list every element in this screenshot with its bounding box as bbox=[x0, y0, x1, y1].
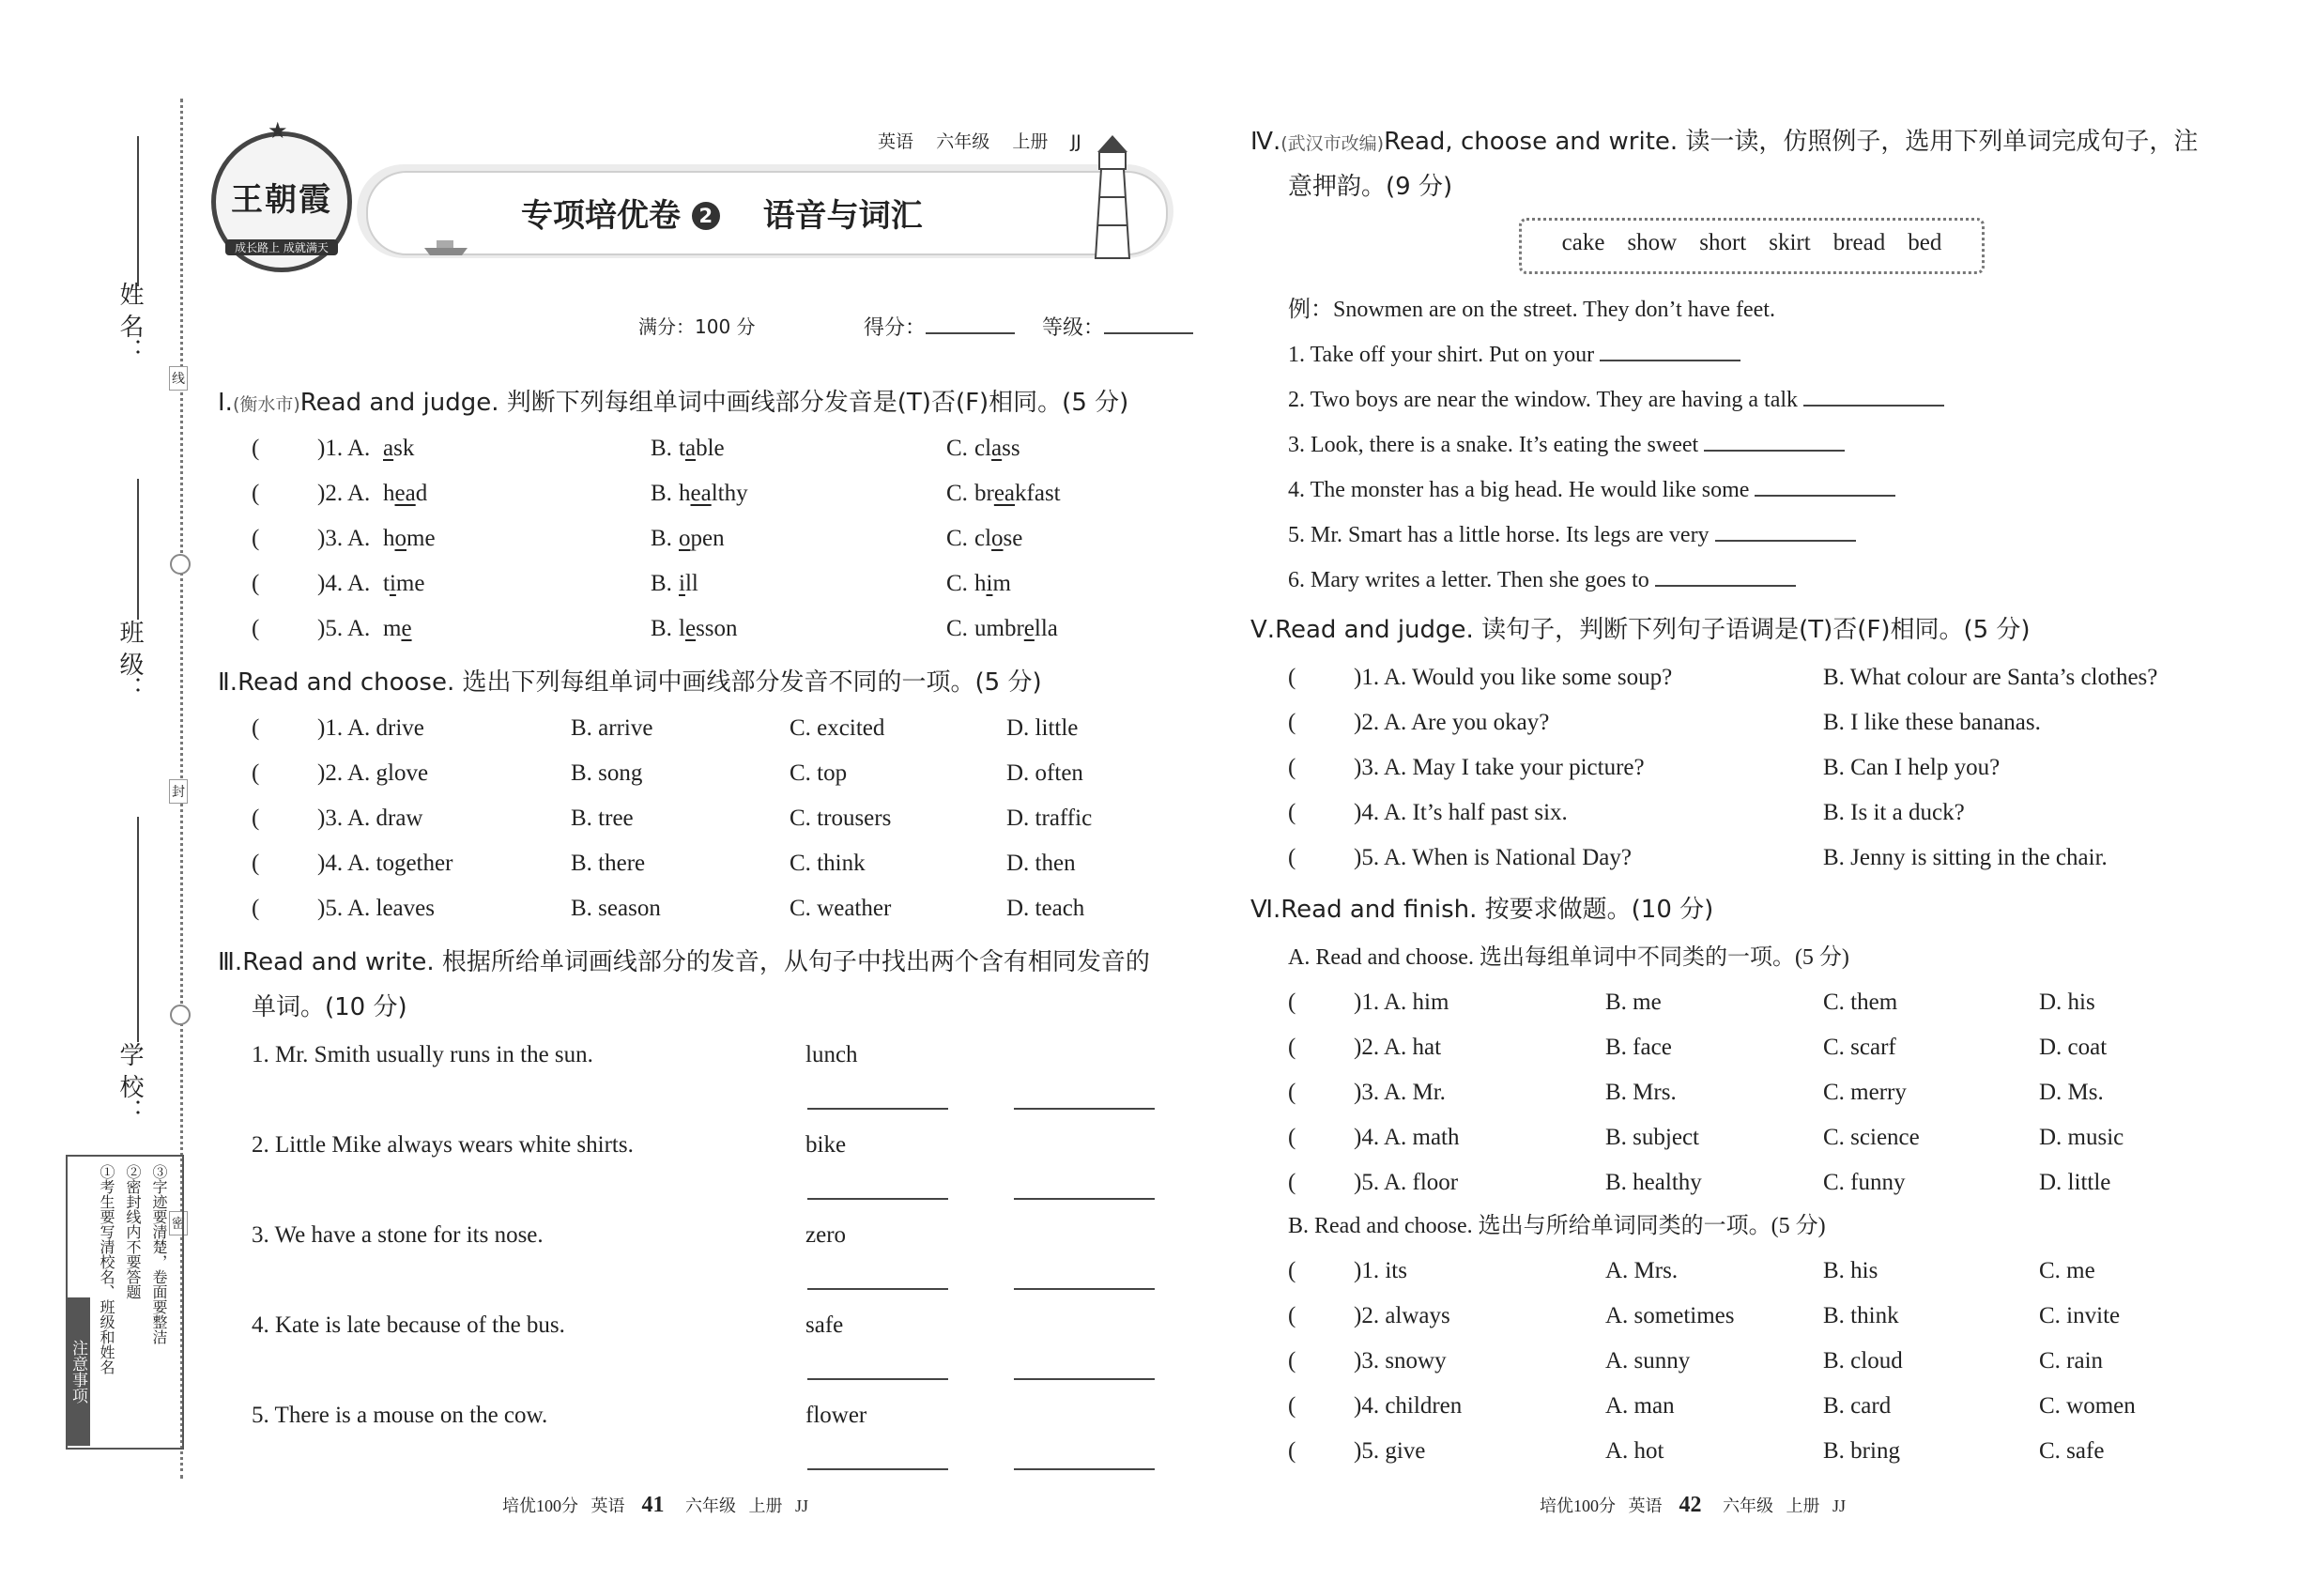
answer-bracket[interactable]: ( bbox=[1288, 1393, 1296, 1419]
sound-word: bike bbox=[805, 1132, 847, 1158]
option-text: )2. A. hat bbox=[1354, 1035, 1442, 1060]
option-text: C. trousers bbox=[790, 806, 892, 831]
sound-word: flower bbox=[805, 1403, 867, 1428]
option-text: B. subject bbox=[1605, 1125, 1699, 1150]
underlined-letters: ea bbox=[690, 481, 712, 506]
question-row bbox=[1288, 1339, 2227, 1384]
underlined-letters: ea bbox=[993, 481, 1016, 506]
answer-bracket[interactable]: ( bbox=[1288, 1080, 1296, 1105]
question-row bbox=[1288, 1115, 2227, 1160]
option-text: )1. A. him bbox=[1354, 990, 1449, 1015]
class-field[interactable] bbox=[137, 479, 139, 620]
underlined-letters: i bbox=[389, 571, 396, 596]
score-line bbox=[638, 312, 756, 339]
option-text: )5. A. floor bbox=[1354, 1170, 1459, 1195]
answer-blank[interactable] bbox=[807, 1468, 948, 1470]
edition: JJ bbox=[1070, 131, 1081, 152]
answer-blank[interactable] bbox=[1704, 450, 1845, 452]
sentence: 4. Kate is late because of the bus. bbox=[252, 1312, 565, 1338]
option-text: B. tree bbox=[571, 806, 634, 831]
underlined-letters: e bbox=[1023, 616, 1035, 641]
option-text: )5. A. leaves bbox=[317, 896, 435, 921]
option-text: )3. A. draw bbox=[317, 806, 423, 831]
section-source: (武汉市改编) bbox=[1280, 133, 1385, 154]
option-text: )2. A. Are you okay? bbox=[1354, 710, 1550, 735]
option-word: lesson bbox=[679, 616, 738, 641]
answer-bracket[interactable]: ( bbox=[252, 851, 260, 876]
section-title: Read and write. 根据所给单词画线部分的发音，从句子中找出两个含有相同发音的 bbox=[242, 948, 1150, 976]
question-row bbox=[252, 841, 1190, 886]
underlined-letters: a bbox=[383, 436, 394, 461]
option-text: C. them bbox=[1823, 990, 1898, 1015]
section-6-part-a-title: A. Read and choose. 选出每组单词中不同类的一项。(5 分) bbox=[1288, 945, 1849, 970]
footer-edition: JJ bbox=[795, 1496, 809, 1515]
answer-blank[interactable] bbox=[1014, 1288, 1155, 1290]
score-input[interactable] bbox=[926, 332, 1015, 334]
section-5-heading bbox=[1250, 610, 2031, 645]
notice-title: 注意事项 bbox=[68, 1297, 90, 1446]
question-row bbox=[252, 886, 1190, 931]
option-word: class bbox=[974, 436, 1020, 461]
page-number: 42 bbox=[1679, 1493, 1702, 1517]
question-row bbox=[1288, 1429, 2227, 1474]
question-row bbox=[1288, 1025, 2227, 1070]
section-numeral: Ⅳ. bbox=[1250, 128, 1281, 156]
example-sentence bbox=[1288, 287, 1775, 332]
section-numeral: Ⅴ. bbox=[1250, 616, 1276, 644]
section-title: Read and choose. 选出下列每组单词中画线部分发音不同的一项。(5 分) bbox=[238, 668, 1042, 697]
sentence: 3. Look, there is a snake. It’s eating the sweet bbox=[1288, 433, 1699, 457]
answer-blank[interactable] bbox=[1014, 1378, 1155, 1380]
answer-bracket[interactable]: ( bbox=[1288, 665, 1296, 690]
option-word: breakfast bbox=[974, 481, 1061, 506]
section-source: (衡水市) bbox=[232, 394, 300, 415]
question-row bbox=[1288, 980, 2227, 1025]
answer-bracket[interactable]: ( bbox=[252, 616, 260, 641]
question-row bbox=[252, 516, 1190, 561]
option-text: )3. snowy bbox=[1354, 1348, 1447, 1373]
option-text: D. music bbox=[2039, 1125, 2124, 1150]
option-text: C. science bbox=[1823, 1125, 1920, 1150]
answer-bracket[interactable]: ( bbox=[252, 526, 260, 551]
word-choice: bread bbox=[1832, 230, 1886, 255]
section-title: Read, choose and write. 读一读，仿照例子，选用下列单词完成句子，注 bbox=[1384, 128, 2199, 156]
question-number: )2. A. bbox=[317, 481, 371, 506]
option-text: C. funny bbox=[1823, 1170, 1906, 1195]
section-title: Read and judge. 读句子，判断下列句子语调是(T)否(F)相同。(5 分) bbox=[1275, 616, 2031, 644]
answer-bracket[interactable]: ( bbox=[252, 896, 260, 921]
lighthouse-icon bbox=[1084, 131, 1141, 263]
underlined-letters: o bbox=[679, 526, 691, 551]
option-text: D. little bbox=[2039, 1170, 2111, 1195]
option-text: D. often bbox=[1006, 760, 1083, 786]
footer-book: 培优100分 bbox=[1540, 1496, 1616, 1515]
full-score: 满分：100 分 bbox=[638, 315, 756, 338]
word-choice: skirt bbox=[1769, 230, 1811, 255]
answer-bracket[interactable]: ( bbox=[1288, 1035, 1296, 1060]
answer-blank[interactable] bbox=[1715, 540, 1856, 542]
grade-input[interactable] bbox=[1104, 332, 1193, 334]
sentence: 1. Take off your shirt. Put on your bbox=[1288, 343, 1595, 367]
option-text: C. rain bbox=[2039, 1348, 2104, 1373]
class-label: 班 级： bbox=[115, 620, 144, 701]
question-row bbox=[1288, 1384, 2227, 1429]
option-text: B. Mrs. bbox=[1605, 1080, 1677, 1105]
section-numeral: Ⅲ. bbox=[218, 948, 243, 976]
answer-bracket[interactable]: ( bbox=[1288, 1258, 1296, 1283]
question-number: )5. A. bbox=[317, 616, 371, 641]
answer-bracket[interactable]: ( bbox=[252, 806, 260, 831]
question-row bbox=[252, 751, 1190, 796]
page-number: 41 bbox=[641, 1493, 665, 1517]
option-text: )4. A. together bbox=[317, 851, 453, 876]
cut-mark-circle bbox=[170, 1005, 191, 1025]
question-row bbox=[1288, 1070, 2227, 1115]
question-row bbox=[1288, 1160, 2227, 1205]
question-row bbox=[1288, 790, 2227, 836]
option-text: B. bring bbox=[1823, 1438, 1900, 1464]
section-6-part-b-title: B. Read and choose. 选出与所给单词同类的一项。(5 分) bbox=[1288, 1214, 1826, 1238]
example-label: 例： bbox=[1288, 298, 1333, 322]
option-text: B. face bbox=[1605, 1035, 1672, 1060]
footer-book: 培优100分 bbox=[502, 1496, 578, 1515]
example-text: Snowmen are on the street. They don’t have feet. bbox=[1333, 298, 1775, 322]
footer-edition: JJ bbox=[1832, 1496, 1847, 1515]
grade-label: 等级： bbox=[1042, 316, 1105, 340]
question-row bbox=[252, 796, 1190, 841]
name-label: 姓 名： bbox=[115, 282, 144, 363]
question-row bbox=[1288, 655, 2227, 700]
answer-blank[interactable] bbox=[807, 1108, 948, 1110]
question-number: )3. A. bbox=[317, 526, 371, 551]
option-text: A. hot bbox=[1605, 1438, 1664, 1464]
sentence: 2. Little Mike always wears white shirts. bbox=[252, 1132, 634, 1158]
option-text: D. coat bbox=[2039, 1035, 2108, 1060]
header-banner bbox=[211, 117, 1178, 272]
option-label: B. bbox=[651, 571, 672, 596]
sentence: 5. Mr. Smart has a little horse. Its legs are very bbox=[1288, 523, 1710, 547]
question-row bbox=[252, 426, 1190, 471]
option-text: B. song bbox=[571, 760, 643, 786]
option-text: C. me bbox=[2039, 1258, 2095, 1283]
sound-word: safe bbox=[805, 1312, 844, 1338]
answer-bracket[interactable]: ( bbox=[252, 571, 260, 596]
sentence: 6. Mary writes a letter. Then she goes to bbox=[1288, 568, 1649, 592]
underlined-letters: o bbox=[394, 526, 406, 551]
question-number: )4. A. bbox=[317, 571, 371, 596]
question-row bbox=[252, 471, 1190, 516]
footer-grade: 六年级 bbox=[1723, 1496, 1773, 1515]
brand-motto: 成长路上 成就满天 bbox=[225, 239, 338, 255]
word-box-words bbox=[1522, 230, 1982, 256]
option-word: healthy bbox=[679, 481, 748, 506]
sentence: 3. We have a stone for its nose. bbox=[252, 1222, 544, 1248]
option-text: )1. A. drive bbox=[317, 715, 424, 741]
question-row bbox=[1288, 377, 1944, 422]
option-text: B. Is it a duck? bbox=[1823, 800, 1965, 825]
option-text: D. teach bbox=[1006, 896, 1085, 921]
option-text: A. Mrs. bbox=[1605, 1258, 1679, 1283]
option-text: )1. A. Would you like some soup? bbox=[1354, 665, 1673, 690]
footer-subject: 英语 bbox=[590, 1496, 625, 1515]
option-text: C. top bbox=[790, 760, 848, 786]
term: 上册 bbox=[1012, 131, 1049, 152]
answer-blank[interactable] bbox=[807, 1378, 948, 1380]
section-4-heading-cont: 意押韵。(9 分) bbox=[1288, 173, 1453, 201]
option-word: ill bbox=[679, 571, 698, 596]
subject-line bbox=[878, 128, 1081, 153]
option-text: )4. A. math bbox=[1354, 1125, 1460, 1150]
binding-sidebar bbox=[38, 84, 197, 1493]
section-3-heading-cont: 单词。(10 分) bbox=[252, 993, 407, 1021]
option-label: B. bbox=[651, 616, 672, 641]
option-label: C. bbox=[946, 436, 968, 461]
answer-bracket[interactable]: ( bbox=[1288, 800, 1296, 825]
option-text: B. Jenny is sitting in the chair. bbox=[1823, 845, 2108, 870]
underlined-letters: i bbox=[986, 571, 993, 596]
option-text: )1. its bbox=[1354, 1258, 1407, 1283]
cut-mark-bottom: 密 bbox=[169, 1211, 188, 1235]
brand-name: 王朝霞 bbox=[231, 183, 332, 218]
option-word: me bbox=[383, 616, 412, 641]
answer-bracket[interactable]: ( bbox=[252, 436, 260, 461]
option-text: B. arrive bbox=[571, 715, 653, 741]
option-text: )5. A. When is National Day? bbox=[1354, 845, 1632, 870]
option-text: D. Ms. bbox=[2039, 1080, 2104, 1105]
option-text: C. women bbox=[2039, 1393, 2136, 1419]
title-number-badge: 2 bbox=[692, 202, 720, 230]
word-choice: short bbox=[1699, 230, 1747, 255]
answer-bracket[interactable]: ( bbox=[1288, 990, 1296, 1015]
option-text: )2. A. glove bbox=[317, 760, 429, 786]
word-choice: show bbox=[1627, 230, 1678, 255]
answer-bracket[interactable]: ( bbox=[252, 760, 260, 786]
answer-bracket[interactable]: ( bbox=[1288, 1303, 1296, 1328]
question-row bbox=[252, 1033, 1190, 1078]
word-box bbox=[1519, 218, 1985, 274]
option-text: )4. A. It’s half past six. bbox=[1354, 800, 1568, 825]
question-row bbox=[1288, 1249, 2227, 1294]
option-text: C. invite bbox=[2039, 1303, 2121, 1328]
option-word: table bbox=[679, 436, 725, 461]
option-text: D. his bbox=[2039, 990, 2095, 1015]
answer-bracket[interactable]: ( bbox=[1288, 845, 1296, 870]
section-6-heading bbox=[1250, 890, 1713, 925]
option-text: D. little bbox=[1006, 715, 1079, 741]
section-title: Read and finish. 按要求做题。(10 分) bbox=[1280, 896, 1714, 924]
section-3-heading bbox=[218, 943, 1150, 977]
school-field[interactable] bbox=[137, 817, 139, 1042]
answer-bracket[interactable]: ( bbox=[1288, 1348, 1296, 1373]
option-text: B. card bbox=[1823, 1393, 1892, 1419]
footer-term: 上册 bbox=[748, 1496, 783, 1515]
option-text: C. weather bbox=[790, 896, 892, 921]
option-text: B. me bbox=[1605, 990, 1662, 1015]
option-text: )5. give bbox=[1354, 1438, 1426, 1464]
underlined-letters: o bbox=[991, 526, 1004, 551]
option-word: him bbox=[974, 571, 1011, 596]
answer-blank[interactable] bbox=[1014, 1108, 1155, 1110]
title-topic: 语音与词汇 bbox=[762, 197, 923, 235]
section-numeral: Ⅰ. bbox=[218, 389, 233, 417]
option-label: B. bbox=[651, 436, 672, 461]
word-choice: bed bbox=[1908, 230, 1942, 255]
section-1-heading bbox=[218, 383, 1128, 418]
underlined-letters: e bbox=[401, 616, 412, 641]
option-word: close bbox=[974, 526, 1023, 551]
option-word: home bbox=[383, 526, 436, 551]
question-row bbox=[1288, 332, 1740, 377]
question-row bbox=[1288, 745, 2227, 790]
sound-word: lunch bbox=[805, 1042, 858, 1067]
option-text: A. sunny bbox=[1605, 1348, 1691, 1373]
option-text: B. cloud bbox=[1823, 1348, 1903, 1373]
section-numeral: Ⅵ. bbox=[1250, 896, 1281, 924]
answer-blank[interactable] bbox=[1014, 1198, 1155, 1200]
answer-bracket[interactable]: ( bbox=[1288, 1125, 1296, 1150]
question-row bbox=[252, 1393, 1190, 1438]
grade: 六年级 bbox=[936, 131, 990, 152]
question-row bbox=[1288, 558, 1796, 603]
option-label: C. bbox=[946, 616, 968, 641]
underlined-letters: a bbox=[684, 436, 697, 461]
section-title: Read and judge. 判断下列每组单词中画线部分发音是(T)否(F)相同。(5 分) bbox=[299, 389, 1129, 417]
underlined-letters: i bbox=[679, 571, 685, 596]
question-row bbox=[252, 606, 1190, 652]
option-text: D. then bbox=[1006, 851, 1076, 876]
answer-blank[interactable] bbox=[1755, 495, 1895, 497]
option-text: C. scarf bbox=[1823, 1035, 1896, 1060]
answer-bracket[interactable]: ( bbox=[1288, 755, 1296, 780]
answer-blank[interactable] bbox=[807, 1198, 948, 1200]
score-label: 得分： bbox=[864, 316, 927, 340]
title-prefix: 专项培优卷 bbox=[521, 197, 681, 235]
option-text: C. think bbox=[790, 851, 866, 876]
option-text: )4. children bbox=[1354, 1393, 1463, 1419]
option-word: time bbox=[383, 571, 425, 596]
footer-left bbox=[502, 1493, 915, 1518]
option-text: C. merry bbox=[1823, 1080, 1907, 1105]
option-label: C. bbox=[946, 481, 968, 506]
question-row bbox=[1288, 1294, 2227, 1339]
option-text: B. think bbox=[1823, 1303, 1899, 1328]
notice-item: ②密封线内不要答题 bbox=[124, 1164, 142, 1299]
question-number: )1. A. bbox=[317, 436, 371, 461]
answer-blank[interactable] bbox=[1803, 405, 1944, 407]
answer-bracket[interactable]: ( bbox=[252, 481, 260, 506]
option-text: C. safe bbox=[2039, 1438, 2105, 1464]
brand-logo bbox=[211, 117, 352, 272]
answer-blank[interactable] bbox=[1655, 585, 1796, 587]
ship-icon bbox=[422, 235, 469, 257]
score-field bbox=[864, 312, 1193, 341]
cut-mark-circle bbox=[170, 554, 191, 575]
answer-blank[interactable] bbox=[1014, 1468, 1155, 1470]
question-row bbox=[1288, 836, 2227, 881]
notice-box bbox=[66, 1155, 184, 1450]
option-label: C. bbox=[946, 571, 968, 596]
footer-grade: 六年级 bbox=[685, 1496, 736, 1515]
question-row bbox=[252, 706, 1190, 751]
question-row bbox=[252, 1213, 1190, 1258]
option-text: )3. A. May I take your picture? bbox=[1354, 755, 1645, 780]
option-text: B. his bbox=[1823, 1258, 1878, 1283]
answer-bracket[interactable]: ( bbox=[1288, 1438, 1296, 1464]
answer-bracket[interactable]: ( bbox=[252, 715, 260, 741]
option-text: A. sometimes bbox=[1605, 1303, 1735, 1328]
option-word: ask bbox=[383, 436, 415, 461]
answer-blank[interactable] bbox=[807, 1288, 948, 1290]
underlined-letters: e bbox=[684, 616, 697, 641]
answer-bracket[interactable]: ( bbox=[1288, 710, 1296, 735]
option-text: B. What colour are Santa’s clothes? bbox=[1823, 665, 2158, 690]
question-row bbox=[1288, 513, 1856, 558]
question-row bbox=[1288, 700, 2227, 745]
subject: 英语 bbox=[878, 131, 914, 152]
sentence: 1. Mr. Smith usually runs in the sun. bbox=[252, 1042, 593, 1067]
question-row bbox=[252, 1123, 1190, 1168]
notice-item: ③字迹要清楚，卷面要整洁 bbox=[150, 1164, 168, 1344]
option-text: A. man bbox=[1605, 1393, 1675, 1419]
underlined-letters: ea bbox=[394, 481, 416, 506]
option-text: B. there bbox=[571, 851, 646, 876]
option-text: C. excited bbox=[790, 715, 885, 741]
section-numeral: Ⅱ. bbox=[218, 668, 238, 697]
option-text: B. Can I help you? bbox=[1823, 755, 2001, 780]
option-label: C. bbox=[946, 526, 968, 551]
star-icon: ★ bbox=[268, 117, 288, 144]
page-title bbox=[521, 190, 923, 236]
option-word: open bbox=[679, 526, 725, 551]
footer-subject: 英语 bbox=[1628, 1496, 1663, 1515]
question-row bbox=[1288, 422, 1845, 468]
question-row bbox=[252, 1303, 1190, 1348]
option-text: B. season bbox=[571, 896, 661, 921]
option-text: D. traffic bbox=[1006, 806, 1093, 831]
name-field[interactable] bbox=[137, 136, 139, 286]
school-label: 学 校： bbox=[115, 1042, 144, 1124]
notice-item: ①考生要写清校名、班级和姓名 bbox=[98, 1164, 115, 1374]
cut-mark-mid: 封 bbox=[169, 779, 188, 804]
option-text: )3. A. Mr. bbox=[1354, 1080, 1446, 1105]
sentence: 5. There is a mouse on the cow. bbox=[252, 1403, 548, 1428]
cut-mark-top: 线 bbox=[169, 366, 188, 391]
option-label: B. bbox=[651, 481, 672, 506]
question-row bbox=[1288, 468, 1895, 513]
underlined-letters: a bbox=[991, 436, 1003, 461]
option-word: umbrella bbox=[974, 616, 1058, 641]
sound-word: zero bbox=[805, 1222, 847, 1248]
footer-term: 上册 bbox=[1786, 1496, 1820, 1515]
option-text: B. I like these bananas. bbox=[1823, 710, 2041, 735]
word-choice: cake bbox=[1561, 230, 1605, 255]
footer-right bbox=[1540, 1493, 1953, 1518]
sentence: 4. The monster has a big head. He would like some bbox=[1288, 478, 1750, 502]
section-4-heading bbox=[1250, 122, 2198, 157]
option-text: B. healthy bbox=[1605, 1170, 1702, 1195]
answer-bracket[interactable]: ( bbox=[1288, 1170, 1296, 1195]
option-text: )2. always bbox=[1354, 1303, 1450, 1328]
answer-blank[interactable] bbox=[1600, 360, 1740, 361]
question-row bbox=[252, 561, 1190, 606]
sentence: 2. Two boys are near the window. They are having a talk bbox=[1288, 388, 1799, 412]
option-word: head bbox=[383, 481, 428, 506]
section-2-heading bbox=[218, 663, 1042, 698]
option-label: B. bbox=[651, 526, 672, 551]
